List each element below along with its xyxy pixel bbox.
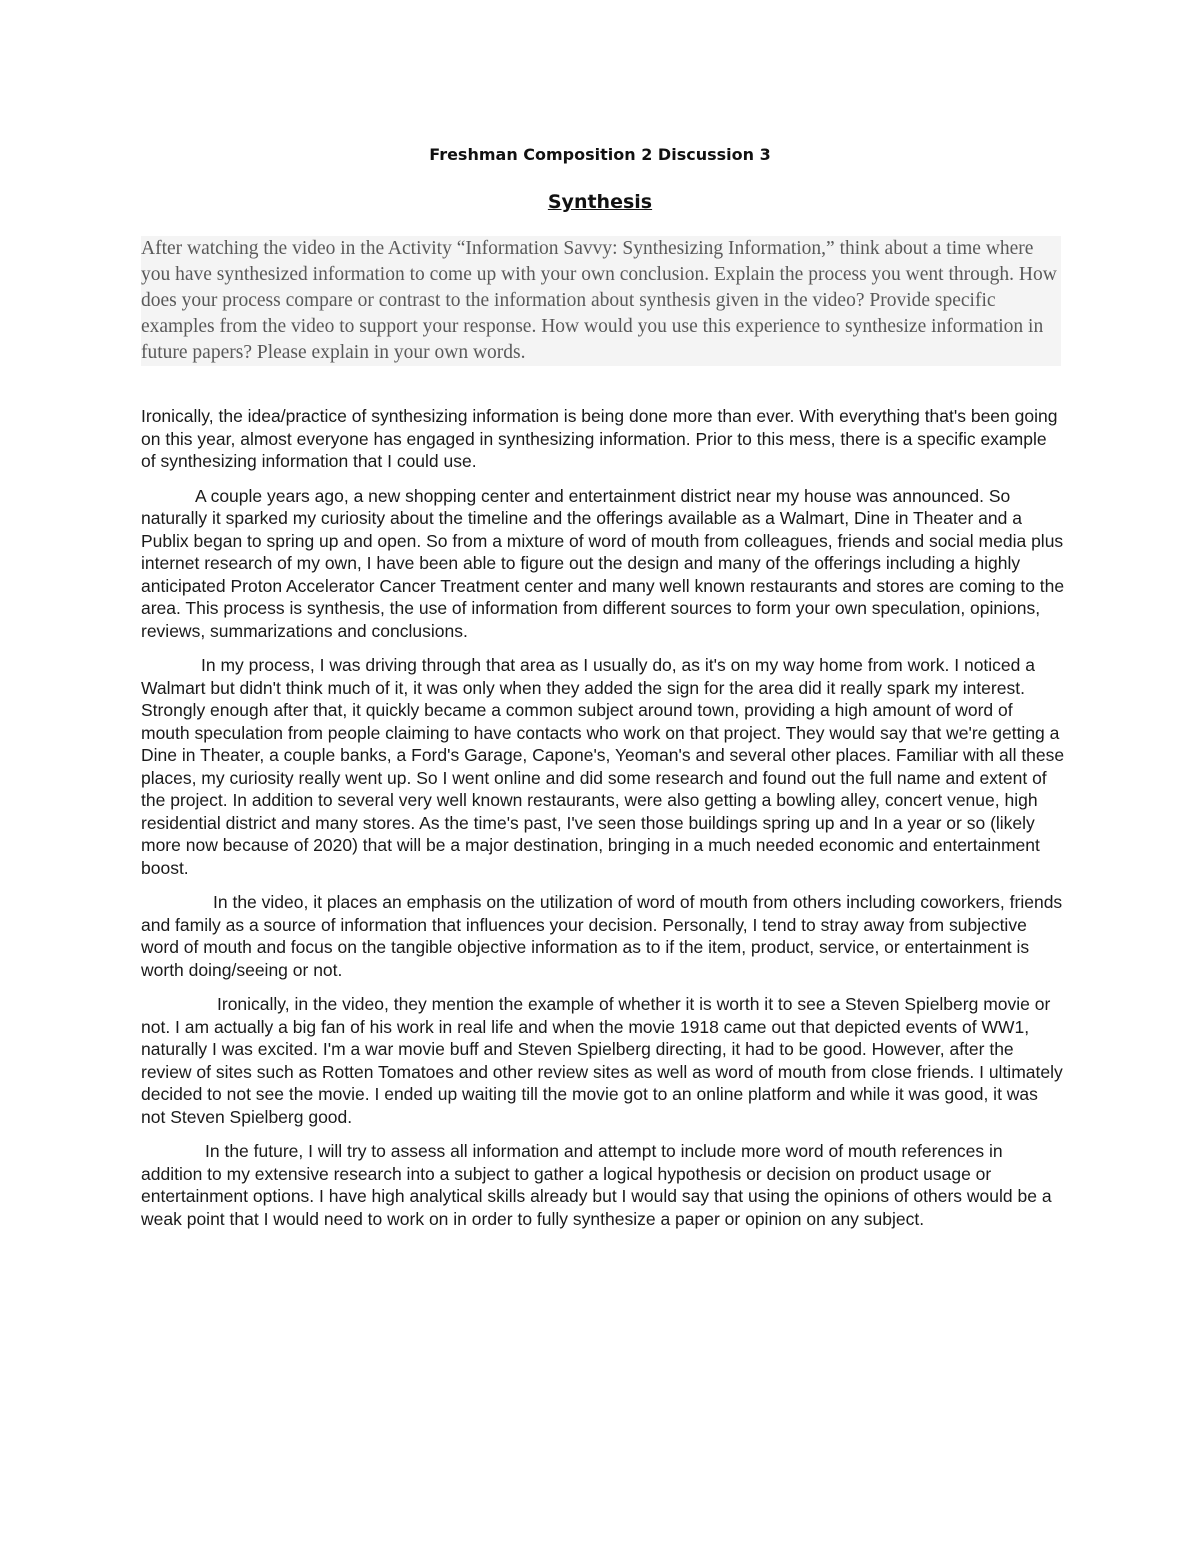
document-subtitle: Synthesis: [547, 191, 653, 213]
paragraph: In my process, I was driving through that area as I usually do, as it's on my way home from work. I noticed a Walmart but didn't think much of it, it was only when they added the sign for the area did it really spark my interest. Strongly enough after that, it quickly became a common subject around town, providing a high amount of word of mouth speculation from people claiming to have contacts who work on that project. They would say that we're getting a Dine in Theater, a couple banks, a Ford's Garage, Capone's, Yeoman's and several other places. Familiar with all these places, my curiosity really went up. So I went online and did some research and found out the full name and extent of the project. In addition to several very well known restaurants, were also getting a bowling alley, concert venue, high residential district and many stores. As the time's past, I've seen those buildings spring up and In a year or so (likely more now because of 2020) that will be a major destination, bringing in a much needed economic and entertainment boost.: [141, 655, 1065, 878]
paragraph: Ironically, in the video, they mention the example of whether it is worth it to see a Steven Spielberg movie or not. I am actually a big fan of his work in real life and when the movie 1918 came out that depicted events of WW1, naturally I was excited. I'm a war movie buff and Steven Spielberg directing, it had to be good. However, after the review of sites such as Rotten Tomatoes and other review sites as well as word of mouth from close friends. I ultimately decided to not see the movie. I ended up waiting till the movie got to an online platform and while it was good, it was not Steven Spielberg good.: [141, 994, 1063, 1127]
paragraph: Ironically, the idea/practice of synthesizing information is being done more than ever. With everything that's been going on this year, almost everyone has engaged in synthesizing information. Prior to this mess, there is a specific example of synthesizing information that I could use.: [141, 406, 1058, 471]
paragraph: A couple years ago, a new shopping center and entertainment district near my house was announced. So naturally it sparked my curiosity about the timeline and the offerings available as a Walmart, Dine in Theater and a Publix began to spring up and open. So from a mixture of word of mouth from colleagues, friends and social media plus internet research of my own, I have been able to figure out the design and many of the offerings including a highly anticipated Proton Accelerator Cancer Treatment center and many well known restaurants and stores are coming to the area. This process is synthesis, the use of information from different sources to form your own speculation, opinions, reviews, summarizations and conclusions.: [141, 485, 1065, 641]
response-body: [141, 405, 1066, 1242]
document-title: Freshman Composition 2 Discussion 3: [429, 145, 771, 164]
paragraph: In the video, it places an emphasis on the utilization of word of mouth from others including coworkers, friends and family as a source of information that influences your decision. Personally, I tend to stray away from subjective word of mouth and focus on the tangible objective information as to if the item, product, service, or entertainment is worth doing/seeing or not.: [141, 892, 1063, 980]
paragraph: In the future, I will try to assess all information and attempt to include more word of mouth references in addition to my extensive research into a subject to gather a logical hypothesis or decision on product usage or entertainment options. I have high analytical skills already but I would say that using the opinions of others would be a weak point that I would need to work on in order to fully synthesize a paper or opinion on any subject.: [141, 1141, 1052, 1229]
assignment-prompt: After watching the video in the Activity “Information Savvy: Synthesizing Information,” think about a time where you have synthesized information to come up with your own conclusion. Explain the process you went through. How does your process compare or contrast to the information about synthesis given in the video? Provide specific examples from the video to support your response. How would you use this experience to synthesize information in future papers? Please explain in your own words.: [141, 236, 1061, 366]
